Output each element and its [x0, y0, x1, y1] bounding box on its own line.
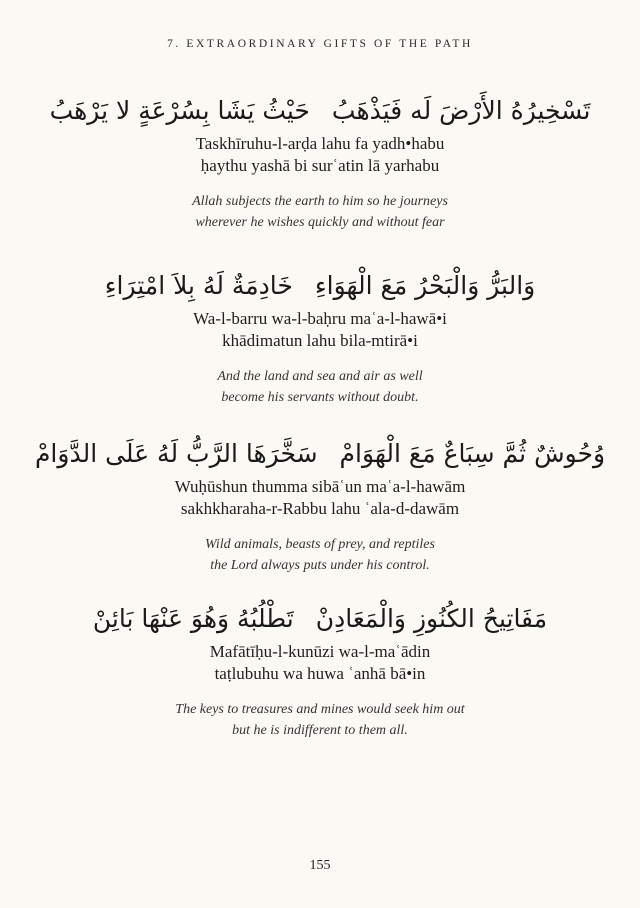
stanza-4: [0, 603, 640, 741]
transliteration-line: Wa-l-barru wa-l-baḥru maʿa-l-hawā•i: [193, 309, 447, 328]
translation-line: become his servants without doubt.: [221, 390, 419, 405]
transliteration-line: Mafātīḥu-l-kunūzi wa-l-maʿādin: [209, 642, 431, 661]
arabic-hemistich-second: حَيْثُ يَشَا بِسُرْعَةٍ لا يَرْهَبُ: [49, 96, 310, 125]
translation: [0, 699, 640, 741]
transliteration-line: sakhkharaha-r-Rabbu lahu ʿala-d-dawām: [180, 499, 460, 518]
arabic-verse: [0, 270, 640, 302]
translation-line: but he is indifferent to them all.: [232, 723, 408, 738]
arabic-hemistich-second: تَطْلُبُهُ وَهُوَ عَنْهَا بَائِنْ: [92, 604, 294, 633]
arabic-hemistich-second: سَخَّرَهَا الرَّبُّ لَهُ عَلَى الدَّوَامْ: [34, 439, 318, 468]
arabic-verse: [0, 95, 640, 127]
transliteration-line: Taskhīruhu-l-arḍa lahu fa yadh•habu: [195, 134, 445, 153]
arabic-verse: [0, 438, 640, 470]
transliteration: [0, 641, 640, 685]
translation: [0, 534, 640, 576]
transliteration: [0, 476, 640, 520]
arabic-hemistich-second: خَادِمَةٌ لَهُ بِلاَ امْتِرَاءِ: [104, 271, 293, 300]
translation: [0, 366, 640, 408]
arabic-verse: [0, 603, 640, 635]
translation-line: And the land and sea and air as well: [217, 369, 423, 384]
page-number: 155: [309, 858, 331, 873]
translation-line: Wild animals, beasts of prey, and reptiles: [205, 537, 435, 552]
stanza-1: [0, 95, 640, 233]
translation: [0, 191, 640, 233]
arabic-hemistich-first: تَسْخِيرُهُ الأَرْضَ لَه فَيَذْهَبُ: [331, 96, 591, 125]
transliteration: [0, 308, 640, 352]
translation-line: the Lord always puts under his control.: [210, 558, 430, 573]
transliteration-line: taṭlubuhu wa huwa ʿanhā bā•in: [214, 664, 426, 683]
translation-line: The keys to treasures and mines would seek him out: [175, 702, 465, 717]
stanza-3: [0, 438, 640, 576]
transliteration-line: Wuḥūshun thumma sibāʿun maʿa-l-hawām: [174, 477, 466, 496]
transliteration: [0, 133, 640, 177]
transliteration-line: ḥaythu yashā bi surʿatin lā yarhabu: [200, 156, 440, 175]
arabic-hemistich-first: وُحُوشٌ ثُمَّ سِبَاعٌ مَعَ الْهَوَامْ: [339, 439, 606, 468]
translation-line: wherever he wishes quickly and without fear: [195, 215, 445, 230]
translation-line: Allah subjects the earth to him so he journeys: [192, 194, 448, 209]
running-header: 7. EXTRAORDINARY GIFTS OF THE PATH: [167, 38, 473, 50]
arabic-hemistich-first: مَفَاتِيحُ الكُنُوزِ وَالْمَعَادِنْ: [315, 604, 548, 633]
arabic-hemistich-first: وَالبَرُّ وَالْبَحْرُ مَعَ الْهَوَاءِ: [314, 271, 536, 300]
stanza-2: [0, 270, 640, 408]
transliteration-line: khādimatun lahu bila-mtirā•i: [222, 331, 418, 350]
